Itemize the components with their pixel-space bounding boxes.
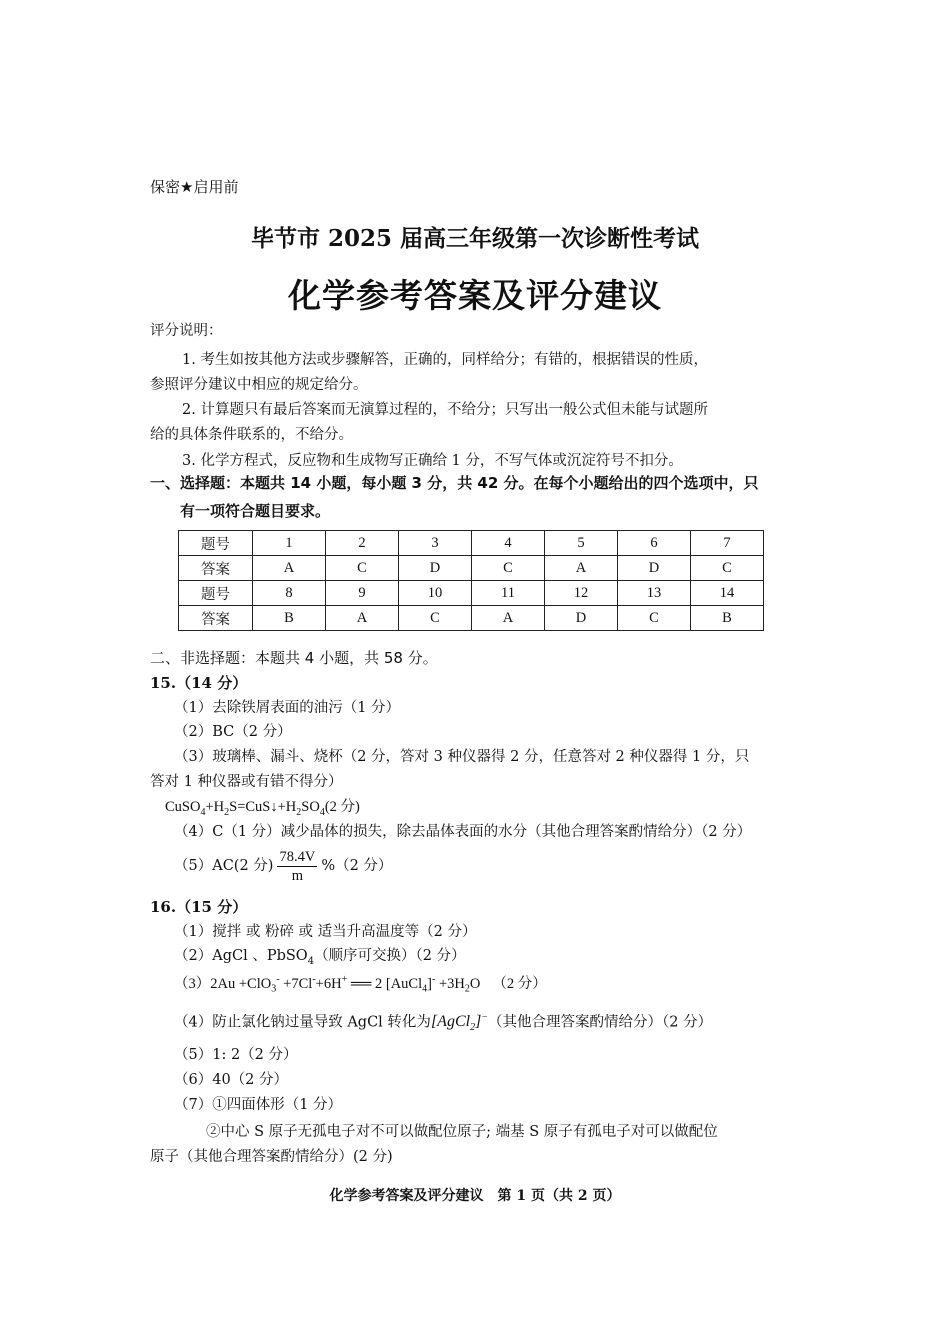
table-cell: C [691, 556, 764, 581]
complex-ion-formula: [AgCl$_2$]− [430, 1012, 489, 1034]
q16-answer-7-2-line-1: ②中心 S 原子无孤电子对不可以做配位原子; 端基 S 原子有孤电子对可以做配位 [206, 1124, 718, 1140]
table-row [179, 606, 764, 631]
q15-answer-3-line-1: （3）玻璃棒、漏斗、烧杯（2 分，答对 3 种仪器得 2 分，任意答对 2 种仪器得 1 分，只 [174, 749, 750, 765]
section-2-heading: 二、非选择题：本题共 4 小题，共 58 分。 [150, 649, 438, 667]
q16-answer-6: （6）40（2 分） [174, 1072, 289, 1088]
answer-2-prefix: （2）AgCl 、PbSO [174, 948, 308, 964]
table-cell: 12 [545, 581, 618, 606]
table-cell: 1 [253, 531, 326, 556]
q16-equation: （3）2Au +ClO$_3$- +7Cl-+6H+ ══ 2 [AuCl$_4$]- $+3H_2O$ （2 分） [174, 974, 547, 995]
q16-answer-1: （1）搅拌 或 粉碎 或 适当升高温度等（2 分） [174, 924, 477, 940]
row-label-question: 题号 [179, 531, 253, 556]
answer-4-prefix: （4）防止氯化钠过量导致 AgCl 转化为 [174, 1014, 431, 1031]
fraction-denominator: m [291, 867, 304, 884]
q15-answer-1: （1）去除铁屑表面的油污（1 分） [174, 700, 401, 716]
table-cell: 5 [545, 531, 618, 556]
table-cell: D [399, 556, 472, 581]
equation-score: （2 分） [492, 975, 547, 992]
section-1-heading-line-2: 有一项符合题目要求。 [180, 502, 331, 520]
exam-title: 毕节市 2025 届高三年级第一次诊断性考试 [250, 225, 700, 252]
note-1-line-1: 1. 考生如按其他方法或步骤解答，正确的，同样给分；有错的，根据错误的性质， [182, 352, 708, 368]
row-label-answer: 答案 [179, 606, 253, 631]
q16-answer-7-2-line-2: 原子（其他合理答案酌情给分）(2 分) [150, 1149, 393, 1165]
note-2-line-1: 2. 计算题只有最后答案而无演算过程的，不给分；只写出一般公式但未能与试题所 [182, 402, 708, 418]
q15-answer-2: （2）BC（2 分） [174, 724, 292, 740]
q16-title: 16.（15 分） [150, 898, 248, 916]
table-cell: 7 [691, 531, 764, 556]
q16-answer-5: （5）1: 2（2 分） [174, 1047, 298, 1063]
document-title: 化学参考答案及评分建议 [288, 276, 662, 315]
table-cell: C [399, 606, 472, 631]
table-cell: C [472, 556, 545, 581]
table-cell: 2 [326, 531, 399, 556]
equation-score: (2 分) [324, 799, 360, 815]
q15-answer-4: （4）C（1 分）减少晶体的损失，除去晶体表面的水分（其他合理答案酌情给分）（2 分） [174, 824, 752, 840]
q15-answer-3-line-2: 答对 1 种仪器或有错不得分） [150, 774, 343, 790]
table-cell: C [618, 606, 691, 631]
row-label-answer: 答案 [179, 556, 253, 581]
table-cell: A [326, 606, 399, 631]
table-cell: C [326, 556, 399, 581]
page-footer: 化学参考答案及评分建议 第 1 页（共 2 页） [329, 1188, 621, 1204]
note-3: 3. 化学方程式，反应物和生成物写正确给 1 分，不写气体或沉淀符号不扣分。 [182, 453, 683, 469]
table-cell: A [472, 606, 545, 631]
table-row [179, 581, 764, 606]
row-label-question: 题号 [179, 581, 253, 606]
q16-answer-4 [174, 1006, 712, 1041]
note-1-line-2: 参照评分建议中相应的规定给分。 [150, 377, 368, 393]
table-cell: D [618, 556, 691, 581]
fraction [277, 848, 317, 885]
table-cell: 14 [691, 581, 764, 606]
q15-answer-5 [174, 846, 392, 886]
table-row [179, 531, 764, 556]
q15-equation: $CuSO_4+H_2S=CuS↓+H_2SO_4(2$ 分) [165, 799, 360, 818]
note-2-line-2: 给的具体条件联系的，不给分。 [150, 427, 353, 443]
scoring-notes-heading: 评分说明： [150, 323, 223, 339]
answer-4-suffix: （其他合理答案酌情给分）（2 分） [488, 1014, 713, 1031]
q15-title: 15.（14 分） [150, 674, 248, 692]
table-cell: 10 [399, 581, 472, 606]
table-cell: 6 [618, 531, 691, 556]
table-cell: D [545, 606, 618, 631]
table-cell: B [253, 606, 326, 631]
table-cell: A [253, 556, 326, 581]
table-row [179, 556, 764, 581]
table-cell: 3 [399, 531, 472, 556]
table-cell: 9 [326, 581, 399, 606]
table-cell: 4 [472, 531, 545, 556]
table-cell: 13 [618, 581, 691, 606]
q16-answer-7-1: （7）①四面体形（1 分） [174, 1097, 343, 1113]
confidential-mark: 保密★启用前 [150, 178, 239, 196]
q16-answer-2: （2）AgCl 、PbSO$_4$（顺序可交换）（2 分） [174, 948, 466, 967]
answer-5-prefix: （5）AC(2 分) [174, 858, 274, 874]
answer-2-suffix: （顺序可交换）（2 分） [314, 948, 466, 964]
fraction-numerator: 78.4V [279, 848, 316, 865]
table-cell: 8 [253, 581, 326, 606]
table-cell: A [545, 556, 618, 581]
answer-table [178, 530, 764, 631]
table-cell: B [691, 606, 764, 631]
answer-5-suffix: %（2 分） [321, 858, 393, 874]
section-1-heading-line-1: 一、选择题：本题共 14 小题，每小题 3 分，共 42 分。在每个小题给出的四个选项中，只 [150, 474, 759, 492]
table-cell: 11 [472, 581, 545, 606]
